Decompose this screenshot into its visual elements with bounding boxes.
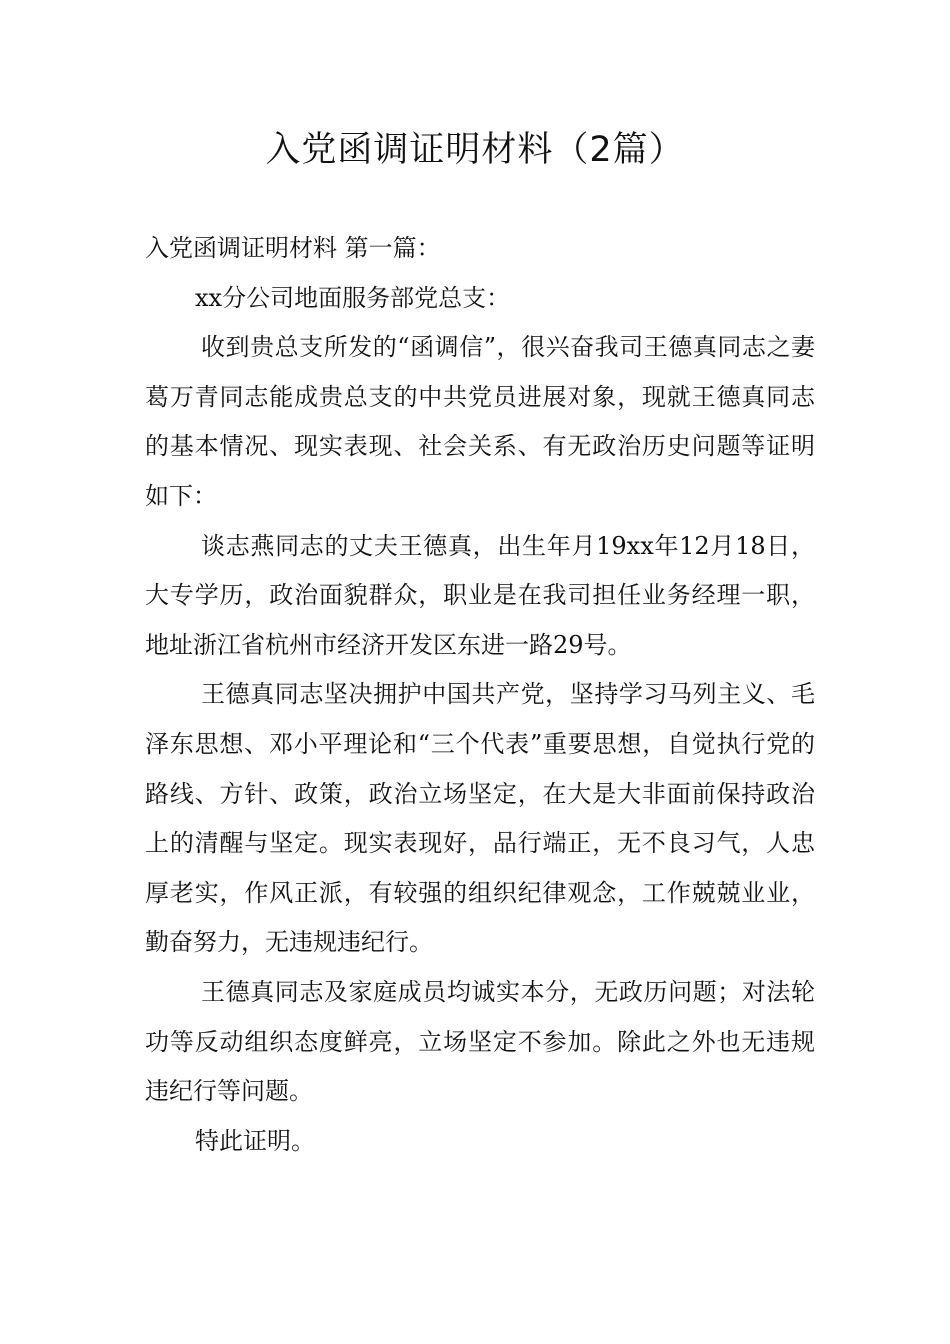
paragraph-basic-info: 谈志燕同志的丈夫王德真，出生年月19xx年12月18日，大专学历，政治面貌群众，职业是在我司担任业务经理一职，地址浙江省杭州市经济开发区东进一路29号。 — [145, 531, 815, 659]
section-heading: 入党函调证明材料 第一篇： — [145, 234, 441, 262]
paragraph-family-history: 王德真同志及家庭成员均诚实本分，无政历问题；对法轮功等反动组织态度鲜亮，立场坚定不参加。除此之外也无违规违纪行等问题。 — [145, 977, 815, 1106]
document-title: 入党函调证明材料（2篇） — [265, 130, 685, 170]
document-body — [145, 224, 815, 1166]
salutation: xx分公司地面服务部党总支： — [195, 283, 511, 312]
closing-statement: 特此证明。 — [195, 1126, 315, 1155]
paragraph-political-performance: 王德真同志坚决拥护中国共产党，坚持学习马列主义、毛泽东思想、邓小平理论和“三个代表”重要思想，自觉执行党的路线、方针、政策，政治立场坚定，在大是大非面前保持政治上的清醒与坚定。现实表现好，品行端正，无不良习气，人忠厚老实，作风正派，有较强的组织纪律观念，工作兢兢业业，勤奋努力，无违规违纪行。 — [145, 680, 815, 957]
paragraph-intro: 收到贵总支所发的“函调信”，很兴奋我司王德真同志之妻葛万青同志能成贵总支的中共党员进展对象，现就王德真同志的基本情况、现实表现、社会关系、有无政治历史问题等证明如下： — [145, 333, 815, 510]
